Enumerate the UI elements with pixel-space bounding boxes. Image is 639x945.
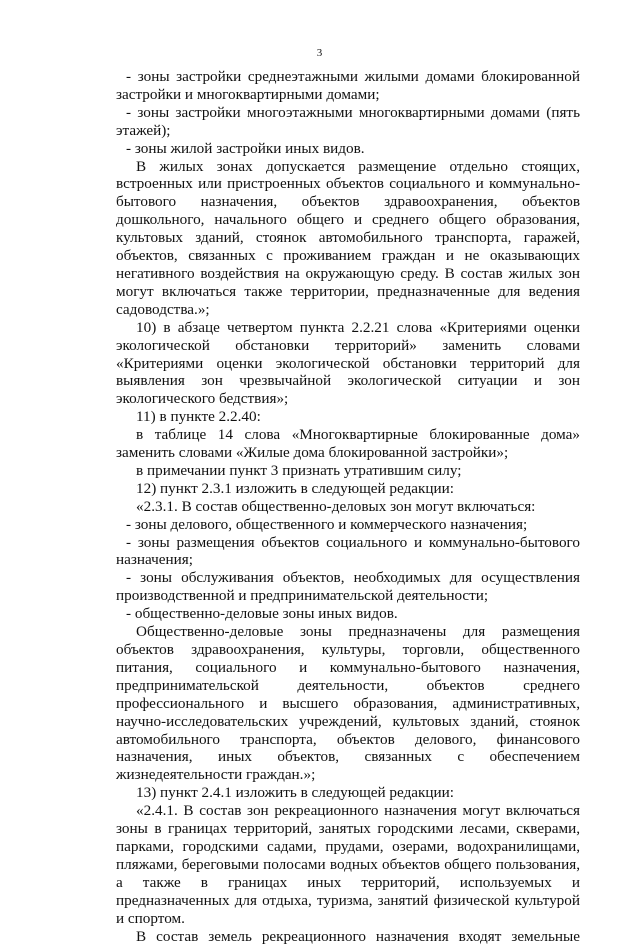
- document-body: [116, 68, 580, 945]
- paragraph-1: - зоны застройки среднеэтажными жилыми домами блокированной застройки и многоквартирными домами;: [116, 68, 580, 104]
- paragraph-10: «2.3.1. В состав общественно-деловых зон могут включаться:: [116, 498, 580, 516]
- page-number: 3: [0, 46, 639, 60]
- paragraph-2: - зоны застройки многоэтажными многоквартирными домами (пять этажей);: [116, 104, 580, 140]
- paragraph-12: - зоны размещения объектов социального и коммунально-бытового назначения;: [116, 534, 580, 570]
- paragraph-14: - общественно-деловые зоны иных видов.: [116, 605, 580, 623]
- paragraph-15: Общественно-деловые зоны предназначены для размещения объектов здравоохранения, культуры, торговли, общественного питания, социального и коммунально-бытового назначения, предпринимательской деятельности, объектов среднего профессионального и высшего образования, административных, научно-исследовательских учреждений, культовых зданий, стоянок автомобильного транспорта, объектов делового, финансового назначения, иных объектов, связанных с обеспечением жизнедеятельности граждан.»;: [116, 623, 580, 784]
- paragraph-3: - зоны жилой застройки иных видов.: [116, 140, 580, 158]
- paragraph-7: в таблице 14 слова «Многоквартирные блокированные дома» заменить словами «Жилые дома блокированной застройки»;: [116, 426, 580, 462]
- paragraph-11: - зоны делового, общественного и коммерческого назначения;: [116, 516, 580, 534]
- paragraph-13: - зоны обслуживания объектов, необходимых для осуществления производственной и предпринимательской деятельности;: [116, 569, 580, 605]
- paragraph-17: «2.4.1. В состав зон рекреационного назначения могут включаться зоны в границах территорий, занятых городскими лесами, скверами, парками, городскими садами, прудами, озерами, водохранилищами, пляжами, береговыми полосами водных объектов общего пользования, а также в границах иных территорий, используемых и предназначенных для отдыха, туризма, занятий физической культурой и спортом.: [116, 802, 580, 927]
- paragraph-8: в примечании пункт 3 признать утратившим силу;: [116, 462, 580, 480]
- paragraph-16: 13) пункт 2.4.1 изложить в следующей редакции:: [116, 784, 580, 802]
- paragraph-18: В состав земель рекреационного назначения входят земельные: [116, 928, 580, 945]
- paragraph-4: В жилых зонах допускается размещение отдельно стоящих, встроенных или пристроенных объектов социального и коммунально-бытового назначения, объектов здравоохранения, объектов дошкольного, начального общего и среднего общего образования, культовых зданий, стоянок автомобильного транспорта, гаражей, объектов, связанных с проживанием граждан и не оказывающих негативного воздействия на окружающую среду. В состав жилых зон могут включаться также территории, предназначенные для ведения садоводства.»;: [116, 158, 580, 319]
- paragraph-9: 12) пункт 2.3.1 изложить в следующей редакции:: [116, 480, 580, 498]
- paragraph-6: 11) в пункте 2.2.40:: [116, 408, 580, 426]
- paragraph-5: 10) в абзаце четвертом пункта 2.2.21 слова «Критериями оценки экологической обстановки территорий» заменить словами «Критериями оценки экологической обстановки территорий для выявления зон чрезвычайной экологической ситуации и зон экологического бедствия»;: [116, 319, 580, 409]
